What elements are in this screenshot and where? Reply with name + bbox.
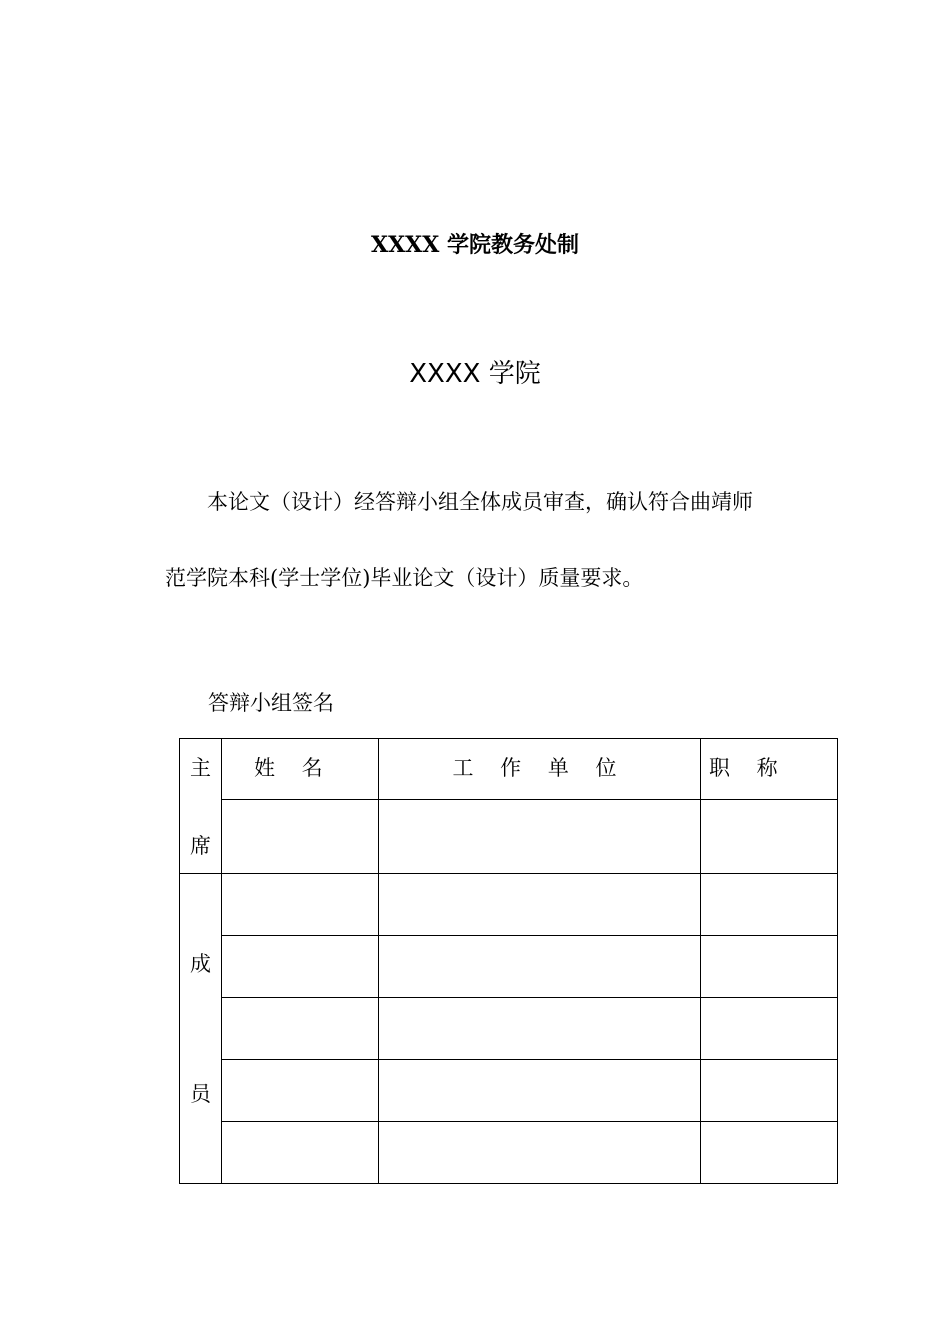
member-unit-cell[interactable] bbox=[379, 998, 701, 1060]
unit-header-cell bbox=[379, 739, 701, 800]
college-name: XXXX 学院 bbox=[409, 359, 541, 389]
member-title-cell[interactable] bbox=[701, 1060, 838, 1122]
member-row bbox=[180, 1122, 838, 1184]
member-row bbox=[180, 936, 838, 998]
member-unit-cell[interactable] bbox=[379, 1122, 701, 1184]
member-name-cell[interactable] bbox=[222, 1122, 379, 1184]
member-unit-cell[interactable] bbox=[379, 874, 701, 936]
member-title-cell[interactable] bbox=[701, 1122, 838, 1184]
chair-label-cell bbox=[180, 739, 222, 874]
member-row bbox=[180, 1060, 838, 1122]
title-header: 职 称 bbox=[709, 756, 788, 780]
member-title-cell[interactable] bbox=[701, 936, 838, 998]
member-label-char-1: 成 bbox=[190, 952, 211, 976]
member-label-cell bbox=[180, 874, 222, 1184]
member-name-cell[interactable] bbox=[222, 1060, 379, 1122]
defense-panel-caption: 答辩小组签名 bbox=[208, 691, 334, 715]
member-row bbox=[180, 998, 838, 1060]
statement-line-1: 本论文（设计）经答辩小组全体成员审查，确认符合曲靖师 bbox=[207, 490, 753, 514]
statement-line-2: 范学院本科(学士学位)毕业论文（设计）质量要求。 bbox=[165, 566, 644, 590]
member-title-cell[interactable] bbox=[701, 998, 838, 1060]
table-header-row bbox=[180, 739, 838, 800]
chair-unit-cell[interactable] bbox=[379, 800, 701, 874]
issuer-line: XXXX 学院教务处制 bbox=[371, 232, 579, 258]
member-title-cell[interactable] bbox=[701, 874, 838, 936]
member-unit-cell[interactable] bbox=[379, 936, 701, 998]
name-header: 姓 名 bbox=[254, 756, 333, 780]
member-row bbox=[180, 874, 838, 936]
chair-name-cell[interactable] bbox=[222, 800, 379, 874]
chair-label-char-2: 席 bbox=[190, 834, 211, 858]
signature-table bbox=[179, 738, 838, 1184]
member-unit-cell[interactable] bbox=[379, 1060, 701, 1122]
title-header-cell bbox=[701, 739, 838, 800]
member-name-cell[interactable] bbox=[222, 998, 379, 1060]
name-header-cell bbox=[222, 739, 379, 800]
member-name-cell[interactable] bbox=[222, 874, 379, 936]
chair-signature-row bbox=[180, 800, 838, 874]
chair-label-char-1: 主 bbox=[190, 756, 211, 780]
unit-header: 工 作 单 位 bbox=[452, 756, 627, 780]
chair-title-cell[interactable] bbox=[701, 800, 838, 874]
member-label-char-2: 员 bbox=[190, 1082, 211, 1106]
member-name-cell[interactable] bbox=[222, 936, 379, 998]
